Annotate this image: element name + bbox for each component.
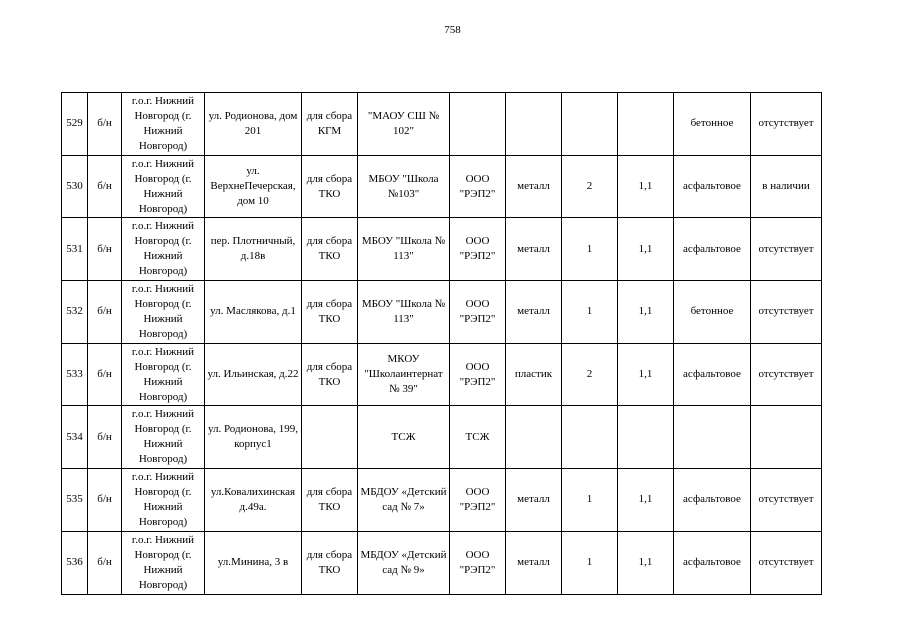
cell-fence-status: в наличии	[751, 155, 822, 218]
cell-address: ул.Ковалихинская д.49а.	[205, 469, 302, 532]
table-row	[62, 469, 822, 532]
cell-row-number: 533	[62, 343, 88, 406]
cell-container-volume: 1,1	[618, 469, 674, 532]
cell-registry-number: б/н	[88, 218, 122, 281]
cell-container-material: пластик	[506, 343, 562, 406]
cell-locality: г.о.г. Нижний Новгород (г. Нижний Новгород)	[122, 531, 205, 594]
cell-container-volume	[618, 406, 674, 469]
cell-container-material: металл	[506, 531, 562, 594]
cell-locality: г.о.г. Нижний Новгород (г. Нижний Новгород)	[122, 281, 205, 344]
cell-purpose: для сбора ТКО	[302, 155, 358, 218]
cell-container-material	[506, 406, 562, 469]
table-body	[62, 93, 822, 595]
cell-container-volume: 1,1	[618, 343, 674, 406]
table-row	[62, 281, 822, 344]
cell-row-number: 532	[62, 281, 88, 344]
cell-registry-number: б/н	[88, 93, 122, 156]
cell-address: ул. ВерхнеПечерская, дом 10	[205, 155, 302, 218]
cell-container-count: 1	[562, 469, 618, 532]
cell-address: ул. Ильинская, д.22	[205, 343, 302, 406]
cell-registry-number: б/н	[88, 281, 122, 344]
cell-waste-source: МБДОУ «Детский сад № 7»	[358, 469, 450, 532]
cell-container-volume: 1,1	[618, 281, 674, 344]
cell-container-count: 1	[562, 531, 618, 594]
cell-purpose: для сбора ТКО	[302, 281, 358, 344]
waste-site-registry-table	[61, 92, 822, 595]
cell-fence-status: отсутствует	[751, 343, 822, 406]
cell-waste-source: МБОУ "Школа № 113"	[358, 281, 450, 344]
cell-purpose: для сбора КГМ	[302, 93, 358, 156]
table-row	[62, 343, 822, 406]
cell-container-material: металл	[506, 218, 562, 281]
table-row	[62, 531, 822, 594]
cell-purpose: для сбора ТКО	[302, 469, 358, 532]
cell-row-number: 529	[62, 93, 88, 156]
cell-container-material: металл	[506, 155, 562, 218]
cell-owner: ООО "РЭП2"	[450, 531, 506, 594]
cell-waste-source: МБОУ "Школа № 113"	[358, 218, 450, 281]
cell-row-number: 535	[62, 469, 88, 532]
cell-row-number: 536	[62, 531, 88, 594]
cell-address: ул. Родионова, 199, корпус1	[205, 406, 302, 469]
cell-registry-number: б/н	[88, 406, 122, 469]
cell-waste-source: ТСЖ	[358, 406, 450, 469]
cell-purpose: для сбора ТКО	[302, 218, 358, 281]
cell-surface-type: асфальтовое	[674, 218, 751, 281]
cell-waste-source: МКОУ "Школаинтернат № 39"	[358, 343, 450, 406]
cell-container-count	[562, 93, 618, 156]
table-row	[62, 406, 822, 469]
cell-address: ул. Маслякова, д.1	[205, 281, 302, 344]
cell-locality: г.о.г. Нижний Новгород (г. Нижний Новгород)	[122, 469, 205, 532]
cell-owner	[450, 93, 506, 156]
cell-registry-number: б/н	[88, 155, 122, 218]
cell-container-count: 1	[562, 281, 618, 344]
cell-container-count	[562, 406, 618, 469]
cell-fence-status: отсутствует	[751, 469, 822, 532]
table-row	[62, 93, 822, 156]
cell-address: ул. Родионова, дом 201	[205, 93, 302, 156]
cell-container-count: 2	[562, 155, 618, 218]
cell-waste-source: МБДОУ «Детский сад № 9»	[358, 531, 450, 594]
cell-surface-type: асфальтовое	[674, 155, 751, 218]
cell-purpose: для сбора ТКО	[302, 343, 358, 406]
cell-container-material: металл	[506, 469, 562, 532]
cell-locality: г.о.г. Нижний Новгород (г. Нижний Новгород)	[122, 218, 205, 281]
cell-container-material	[506, 93, 562, 156]
cell-row-number: 534	[62, 406, 88, 469]
cell-locality: г.о.г. Нижний Новгород (г. Нижний Новгород)	[122, 93, 205, 156]
cell-fence-status: отсутствует	[751, 93, 822, 156]
cell-owner: ООО "РЭП2"	[450, 469, 506, 532]
cell-surface-type: бетонное	[674, 281, 751, 344]
cell-locality: г.о.г. Нижний Новгород (г. Нижний Новгород)	[122, 406, 205, 469]
cell-address: пер. Плотничный, д.18в	[205, 218, 302, 281]
cell-row-number: 530	[62, 155, 88, 218]
cell-locality: г.о.г. Нижний Новгород (г. Нижний Новгород)	[122, 155, 205, 218]
cell-fence-status: отсутствует	[751, 218, 822, 281]
cell-surface-type: асфальтовое	[674, 531, 751, 594]
cell-surface-type: асфальтовое	[674, 469, 751, 532]
cell-container-count: 1	[562, 218, 618, 281]
cell-row-number: 531	[62, 218, 88, 281]
cell-container-volume: 1,1	[618, 155, 674, 218]
cell-registry-number: б/н	[88, 469, 122, 532]
cell-surface-type: асфальтовое	[674, 343, 751, 406]
cell-waste-source: "МАОУ СШ № 102"	[358, 93, 450, 156]
cell-owner: ООО "РЭП2"	[450, 343, 506, 406]
page-number: 758	[444, 24, 461, 36]
cell-container-volume: 1,1	[618, 218, 674, 281]
cell-locality: г.о.г. Нижний Новгород (г. Нижний Новгород)	[122, 343, 205, 406]
cell-owner: ООО "РЭП2"	[450, 218, 506, 281]
cell-owner: ТСЖ	[450, 406, 506, 469]
cell-fence-status: отсутствует	[751, 281, 822, 344]
cell-container-volume	[618, 93, 674, 156]
cell-surface-type: бетонное	[674, 93, 751, 156]
cell-container-count: 2	[562, 343, 618, 406]
cell-owner: ООО "РЭП2"	[450, 155, 506, 218]
cell-fence-status	[751, 406, 822, 469]
cell-container-volume: 1,1	[618, 531, 674, 594]
cell-fence-status: отсутствует	[751, 531, 822, 594]
cell-purpose	[302, 406, 358, 469]
cell-waste-source: МБОУ "Школа №103"	[358, 155, 450, 218]
table-row	[62, 218, 822, 281]
cell-address: ул.Минина, 3 в	[205, 531, 302, 594]
cell-purpose: для сбора ТКО	[302, 531, 358, 594]
cell-registry-number: б/н	[88, 343, 122, 406]
table-row	[62, 155, 822, 218]
cell-container-material: металл	[506, 281, 562, 344]
cell-registry-number: б/н	[88, 531, 122, 594]
cell-owner: ООО "РЭП2"	[450, 281, 506, 344]
cell-surface-type	[674, 406, 751, 469]
